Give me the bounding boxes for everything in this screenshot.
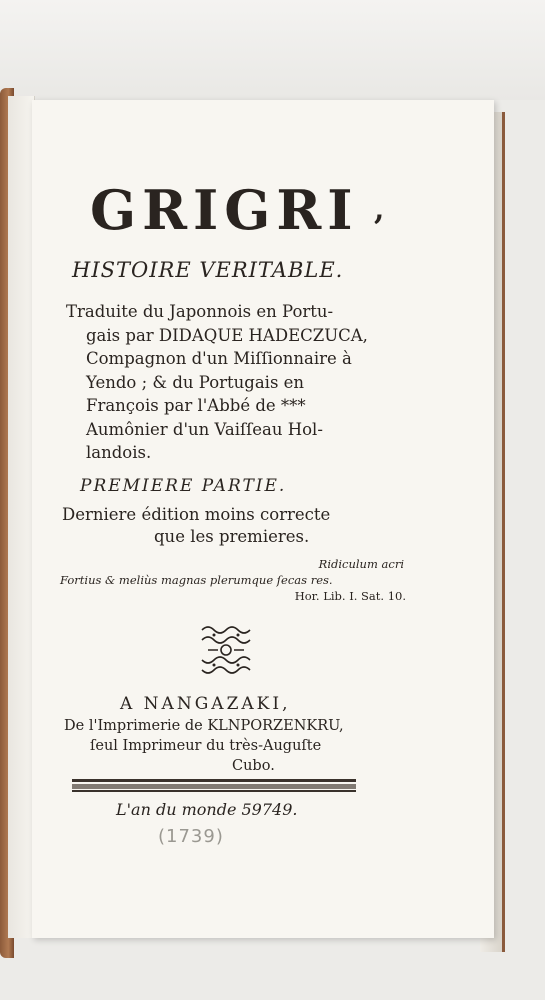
translation-line: Aumônier d'un Vaiſſeau Hol- xyxy=(86,419,323,439)
translation-line: landois. xyxy=(86,443,152,462)
page-edges xyxy=(8,96,35,938)
pencil-annotation: (1739) xyxy=(158,826,224,847)
imprint-place: A NANGAZAKI, xyxy=(120,694,291,714)
epigraph-line: Fortius & meliùs magnas plerumque ſecas res. xyxy=(60,573,333,587)
printer-imprint xyxy=(64,716,404,776)
decorative-rule xyxy=(72,777,356,793)
publication-year: L'an du monde 59749. xyxy=(116,800,298,819)
part-heading: PREMIERE PARTIE. xyxy=(80,476,287,496)
epigraph xyxy=(60,556,410,604)
translation-line: Compagnon d'un Miſſionnaire à xyxy=(86,349,352,368)
background xyxy=(0,0,545,100)
edition-line: que les premieres. xyxy=(154,527,310,546)
printer-line: ſeul Imprimeur du très-Auguſte xyxy=(90,738,322,754)
translation-note xyxy=(66,300,406,465)
book-title: GRIGRI xyxy=(90,178,359,242)
title-comma: , xyxy=(374,192,385,227)
translation-line: Traduite du Japonnois en Portu- xyxy=(66,302,334,321)
edition-note xyxy=(62,504,402,548)
edition-line: Derniere édition moins correcte xyxy=(62,505,331,524)
printer-line: De l'Imprimerie de KLNPORZENKRU, xyxy=(64,718,344,734)
translation-line: Yendo ; & du Portugais en xyxy=(86,372,305,392)
translation-line: gais par DIDAQUE HADECZUCA, xyxy=(86,325,368,345)
epigraph-line: Ridiculum acri xyxy=(318,557,404,571)
printer-line: Cubo. xyxy=(232,758,275,774)
epigraph-citation: Hor. Lib. I. Sat. 10. xyxy=(294,589,406,603)
printers-ornament-icon xyxy=(198,622,254,678)
subtitle: HISTOIRE VERITABLE. xyxy=(72,258,344,282)
translation-line: François par l'Abbé de *** xyxy=(86,396,306,415)
